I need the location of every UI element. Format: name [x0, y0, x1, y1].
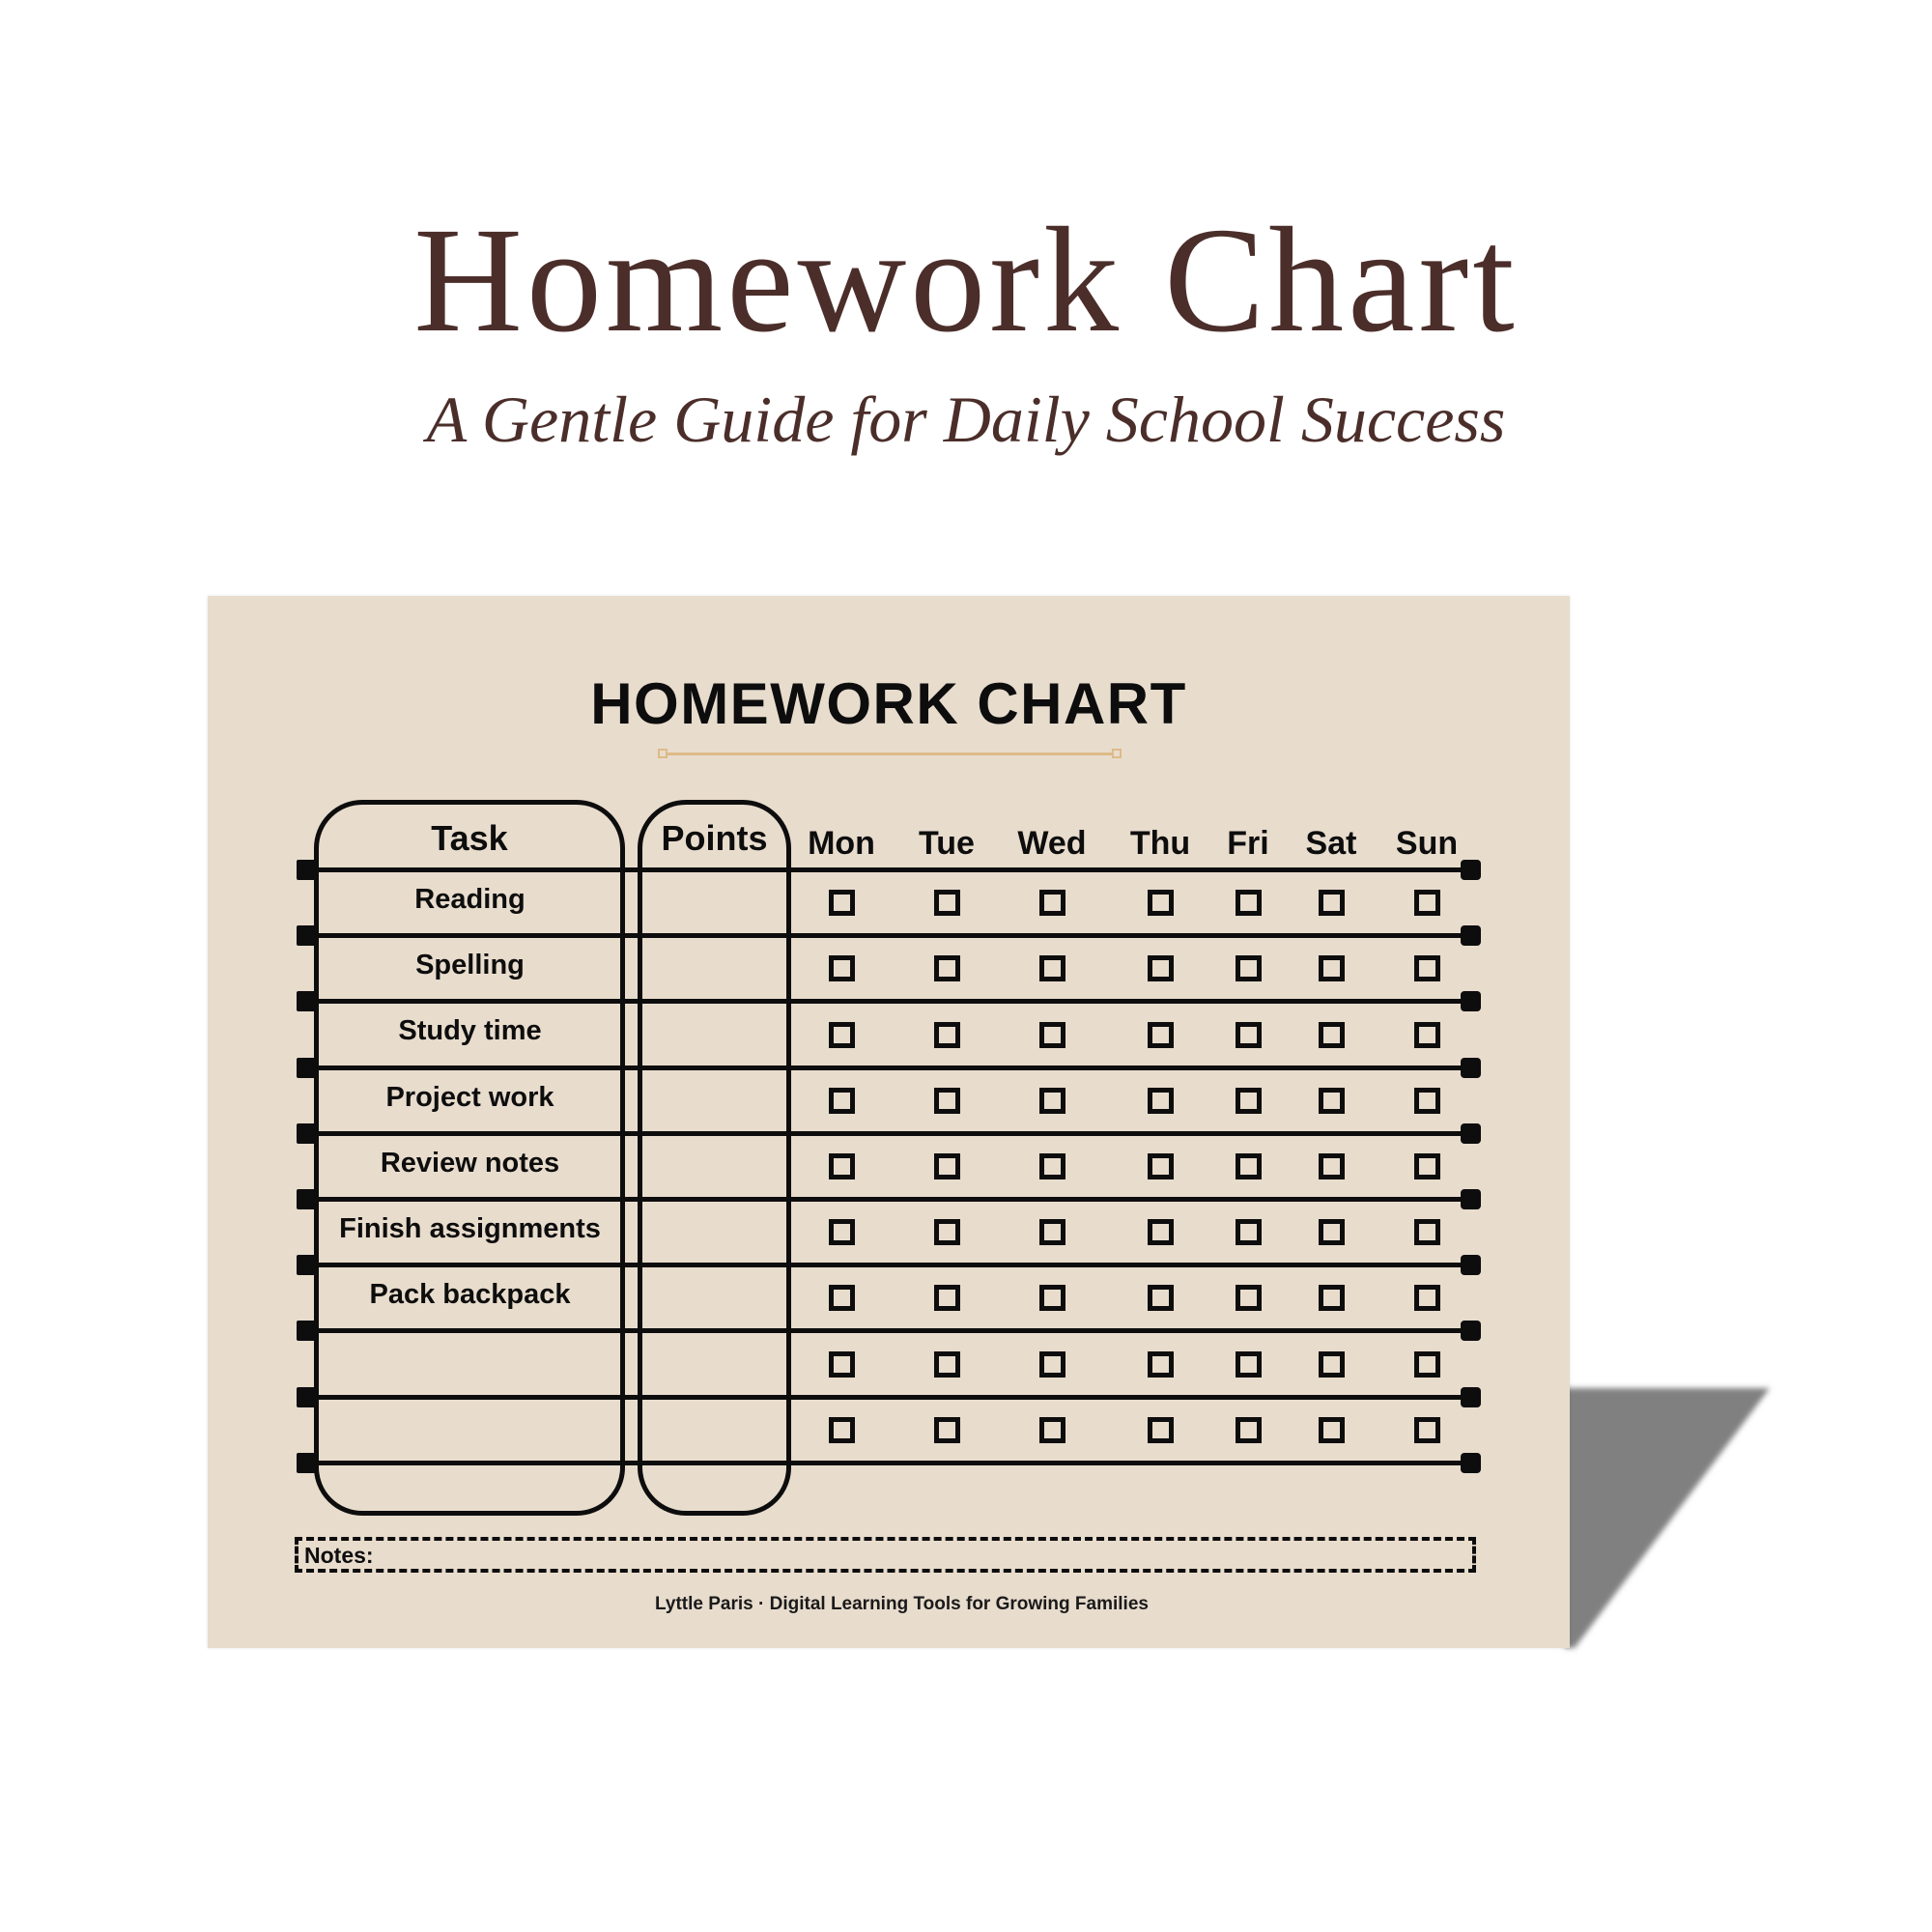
- checkbox-wed[interactable]: [1039, 1088, 1065, 1114]
- row-divider-line: [297, 1197, 1468, 1202]
- checkbox-mon[interactable]: [829, 890, 855, 916]
- checkbox-tue[interactable]: [934, 1285, 960, 1311]
- checkbox-sat[interactable]: [1319, 890, 1345, 916]
- right-binder-tab-icon: [1461, 1387, 1481, 1407]
- checkbox-sat[interactable]: [1319, 1219, 1345, 1245]
- checkbox-mon[interactable]: [829, 1417, 855, 1443]
- right-binder-tab-icon: [1461, 1058, 1481, 1078]
- checkbox-sun[interactable]: [1414, 1285, 1440, 1311]
- header-day-mon: Mon: [808, 825, 875, 862]
- checkbox-wed[interactable]: [1039, 890, 1065, 916]
- row-divider-line: [297, 1395, 1468, 1400]
- notes-label: Notes:: [304, 1543, 374, 1568]
- checkbox-mon[interactable]: [829, 1088, 855, 1114]
- checkbox-tue[interactable]: [934, 1219, 960, 1245]
- checkbox-fri[interactable]: [1236, 1351, 1262, 1378]
- left-binder-tab-icon: [297, 1453, 317, 1473]
- row-divider-line: [297, 1263, 1468, 1267]
- header-day-wed: Wed: [1017, 825, 1087, 862]
- left-binder-tab-icon: [297, 1387, 317, 1407]
- right-binder-tab-icon: [1461, 1189, 1481, 1209]
- card-title: HOMEWORK CHART: [590, 671, 1187, 736]
- checkbox-mon[interactable]: [829, 955, 855, 981]
- checkbox-wed[interactable]: [1039, 1219, 1065, 1245]
- row-divider-line: [297, 1065, 1468, 1070]
- checkbox-sat[interactable]: [1319, 1351, 1345, 1378]
- divider-end-icon: [658, 749, 668, 758]
- checkbox-sun[interactable]: [1414, 890, 1440, 916]
- left-binder-tab-icon: [297, 1058, 317, 1078]
- header-day-fri: Fri: [1227, 825, 1269, 862]
- checkbox-tue[interactable]: [934, 1088, 960, 1114]
- row-divider-line: [297, 1328, 1468, 1333]
- header-task: Task: [431, 818, 508, 858]
- checkbox-tue[interactable]: [934, 1351, 960, 1378]
- checkbox-sat[interactable]: [1319, 1417, 1345, 1443]
- row-divider-line: [297, 867, 1468, 872]
- checkbox-sat[interactable]: [1319, 1153, 1345, 1179]
- task-label: Finish assignments: [339, 1213, 601, 1244]
- left-binder-tab-icon: [297, 1189, 317, 1209]
- row-divider-line: [297, 1131, 1468, 1136]
- checkbox-sun[interactable]: [1414, 1417, 1440, 1443]
- points-cell[interactable]: [644, 1334, 785, 1393]
- checkbox-wed[interactable]: [1039, 1022, 1065, 1048]
- checkbox-sun[interactable]: [1414, 955, 1440, 981]
- right-binder-tab-icon: [1461, 1321, 1481, 1341]
- checkbox-fri[interactable]: [1236, 1022, 1262, 1048]
- points-cell[interactable]: [644, 1268, 785, 1326]
- checkbox-thu[interactable]: [1148, 1219, 1174, 1245]
- checkbox-fri[interactable]: [1236, 955, 1262, 981]
- page-subtitle: A Gentle Guide for Daily School Success: [426, 383, 1506, 456]
- notes-box[interactable]: [295, 1537, 1476, 1573]
- checkbox-thu[interactable]: [1148, 1417, 1174, 1443]
- row-divider-line: [297, 999, 1468, 1004]
- left-binder-tab-icon: [297, 991, 317, 1011]
- checkbox-thu[interactable]: [1148, 1153, 1174, 1179]
- points-cell[interactable]: [644, 1071, 785, 1129]
- checkbox-fri[interactable]: [1236, 890, 1262, 916]
- checkbox-thu[interactable]: [1148, 1351, 1174, 1378]
- checkbox-wed[interactable]: [1039, 1153, 1065, 1179]
- points-cell[interactable]: [644, 873, 785, 931]
- points-cell[interactable]: [644, 1203, 785, 1261]
- task-label: Pack backpack: [369, 1279, 571, 1310]
- checkbox-wed[interactable]: [1039, 1351, 1065, 1378]
- checkbox-thu[interactable]: [1148, 955, 1174, 981]
- header-day-sat: Sat: [1305, 825, 1357, 862]
- checkbox-sun[interactable]: [1414, 1088, 1440, 1114]
- row-divider-line: [297, 1461, 1468, 1465]
- header-day-tue: Tue: [919, 825, 975, 862]
- header-day-sun: Sun: [1395, 825, 1459, 862]
- checkbox-thu[interactable]: [1148, 1088, 1174, 1114]
- checkbox-sat[interactable]: [1319, 1088, 1345, 1114]
- checkbox-thu[interactable]: [1148, 1285, 1174, 1311]
- left-binder-tab-icon: [297, 860, 317, 880]
- checkbox-wed[interactable]: [1039, 1417, 1065, 1443]
- checkbox-sun[interactable]: [1414, 1022, 1440, 1048]
- checkbox-tue[interactable]: [934, 890, 960, 916]
- task-label: Review notes: [380, 1148, 560, 1179]
- task-label: Spelling: [415, 950, 525, 980]
- checkbox-mon[interactable]: [829, 1351, 855, 1378]
- checkbox-sat[interactable]: [1319, 1285, 1345, 1311]
- checkbox-sat[interactable]: [1319, 955, 1345, 981]
- checkbox-tue[interactable]: [934, 1417, 960, 1443]
- checkbox-tue[interactable]: [934, 1022, 960, 1048]
- checkbox-sun[interactable]: [1414, 1153, 1440, 1179]
- checkbox-wed[interactable]: [1039, 955, 1065, 981]
- row-divider-line: [297, 933, 1468, 938]
- right-binder-tab-icon: [1461, 925, 1481, 946]
- checkbox-mon[interactable]: [829, 1219, 855, 1245]
- points-cell[interactable]: [644, 1401, 785, 1459]
- homework-chart-card: [208, 596, 1570, 1648]
- right-binder-tab-icon: [1461, 991, 1481, 1011]
- checkbox-mon[interactable]: [829, 1022, 855, 1048]
- left-binder-tab-icon: [297, 1123, 317, 1144]
- right-binder-tab-icon: [1461, 1255, 1481, 1275]
- checkbox-fri[interactable]: [1236, 1285, 1262, 1311]
- task-label: Reading: [414, 884, 526, 915]
- checkbox-fri[interactable]: [1236, 1417, 1262, 1443]
- checkbox-sun[interactable]: [1414, 1351, 1440, 1378]
- checkbox-tue[interactable]: [934, 1153, 960, 1179]
- checkbox-thu[interactable]: [1148, 890, 1174, 916]
- right-binder-tab-icon: [1461, 1453, 1481, 1473]
- checkbox-mon[interactable]: [829, 1285, 855, 1311]
- task-label: Project work: [385, 1082, 554, 1113]
- checkbox-thu[interactable]: [1148, 1022, 1174, 1048]
- left-binder-tab-icon: [297, 1321, 317, 1341]
- header-day-thu: Thu: [1129, 825, 1191, 862]
- left-binder-tab-icon: [297, 1255, 317, 1275]
- points-cell[interactable]: [644, 1005, 785, 1064]
- footer-credit: Lyttle Paris · Digital Learning Tools for Growing Families: [655, 1594, 1149, 1614]
- checkbox-fri[interactable]: [1236, 1153, 1262, 1179]
- header-points: Points: [661, 818, 768, 858]
- checkbox-sun[interactable]: [1414, 1219, 1440, 1245]
- points-cell[interactable]: [644, 1137, 785, 1195]
- right-binder-tab-icon: [1461, 1123, 1481, 1144]
- checkbox-tue[interactable]: [934, 955, 960, 981]
- right-binder-tab-icon: [1461, 860, 1481, 880]
- title-divider: [664, 753, 1116, 755]
- checkbox-wed[interactable]: [1039, 1285, 1065, 1311]
- checkbox-mon[interactable]: [829, 1153, 855, 1179]
- checkbox-sat[interactable]: [1319, 1022, 1345, 1048]
- page-title: Homework Chart: [413, 196, 1519, 363]
- points-cell[interactable]: [644, 939, 785, 997]
- checkbox-fri[interactable]: [1236, 1088, 1262, 1114]
- task-label: Study time: [398, 1015, 542, 1046]
- checkbox-fri[interactable]: [1236, 1219, 1262, 1245]
- divider-end-icon: [1112, 749, 1122, 758]
- left-binder-tab-icon: [297, 925, 317, 946]
